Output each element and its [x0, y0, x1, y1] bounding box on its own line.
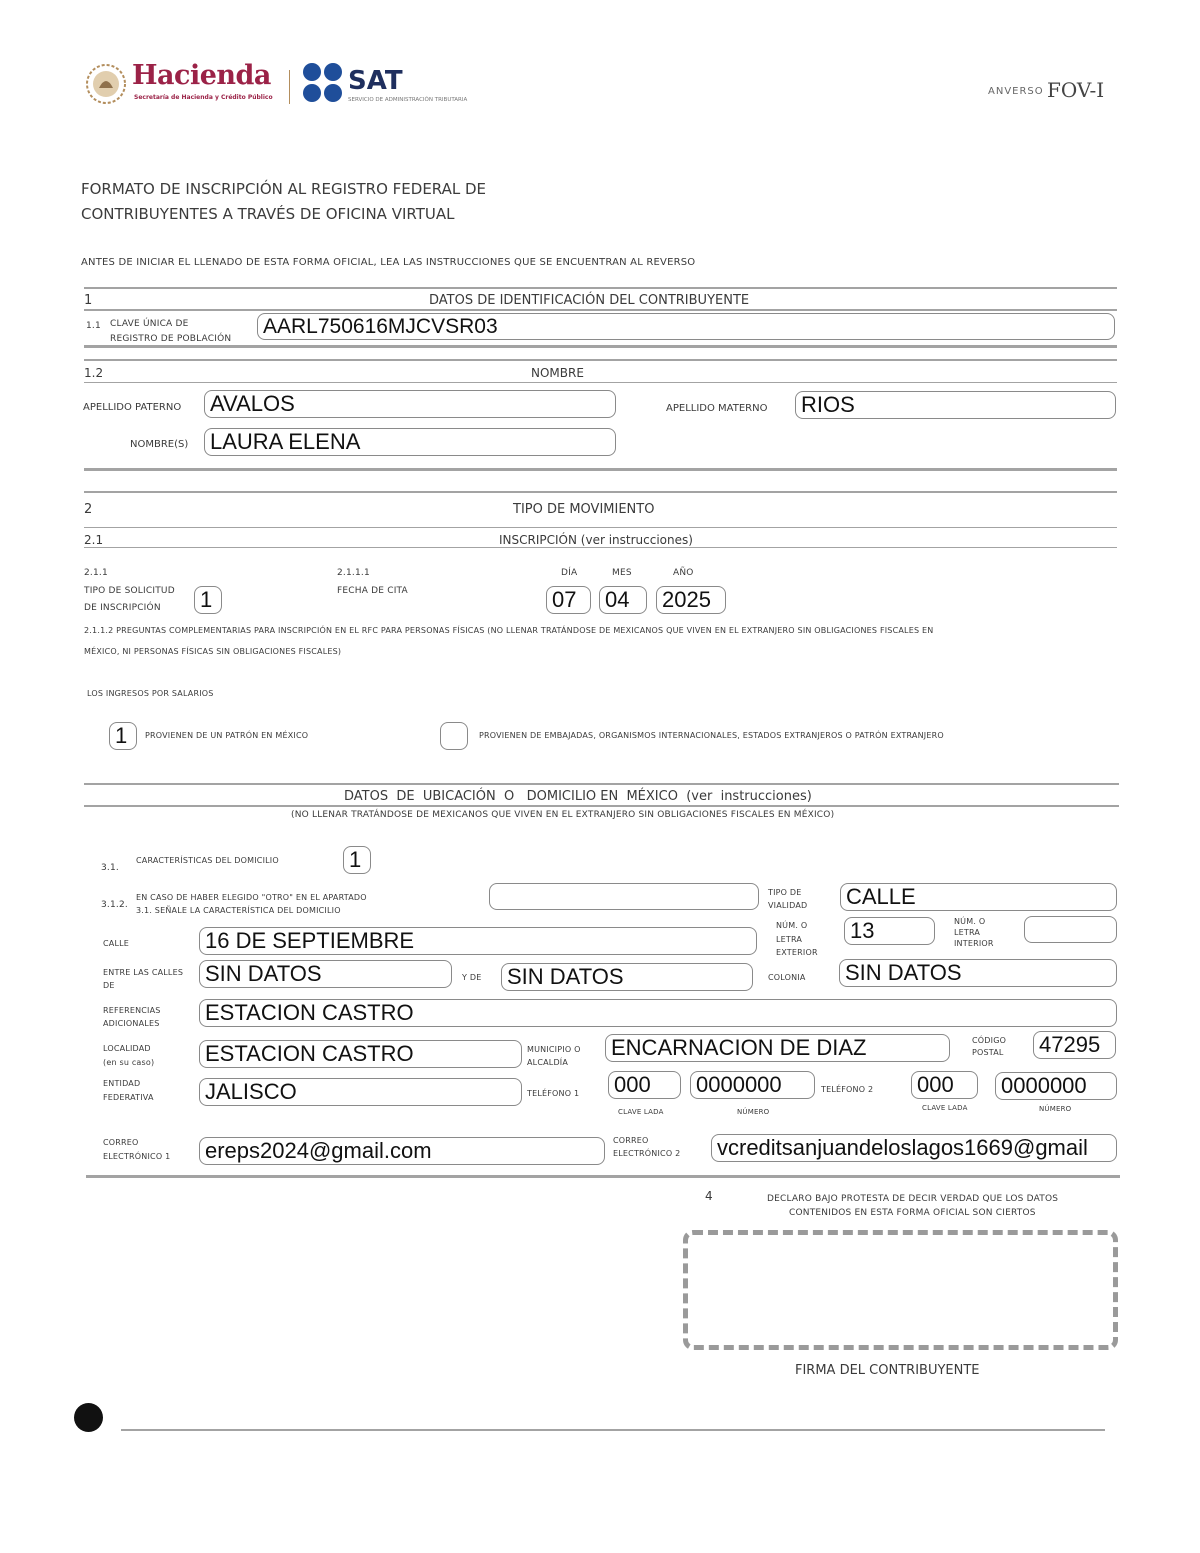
colonia-field[interactable]: SIN DATOS	[839, 959, 1117, 987]
caract-number: 3.1.	[101, 863, 119, 873]
tipo-field[interactable]: 1	[194, 586, 222, 614]
inscripcion-title: INSCRIPCIÓN (ver instrucciones)	[499, 533, 693, 547]
name-title: NOMBRE	[531, 366, 584, 380]
tipo-label-1: TIPO DE SOLICITUD	[84, 586, 175, 596]
num-int-field[interactable]	[1024, 916, 1117, 943]
signature-box[interactable]	[683, 1230, 1118, 1350]
sat-dots-icon	[302, 62, 344, 104]
colonia-label: COLONIA	[768, 973, 806, 982]
municipio-field[interactable]: ENCARNACION DE DIAZ	[605, 1034, 950, 1062]
logo-divider	[289, 70, 290, 104]
ingresos-label: LOS INGRESOS POR SALARIOS	[87, 689, 214, 698]
tel2-clave-field[interactable]: 000	[911, 1071, 978, 1099]
anio-field[interactable]: 2025	[656, 586, 726, 614]
materno-field[interactable]: RIOS	[795, 391, 1116, 419]
rule	[84, 468, 1117, 471]
declaro-line2: CONTENIDOS EN ESTA FORMA OFICIAL SON CIERTOS	[789, 1208, 1036, 1218]
rule	[84, 287, 1117, 289]
entidad-label-1: ENTIDAD	[103, 1079, 141, 1088]
section3-subtitle: (NO LLENAR TRATÁNDOSE DE MEXICANOS QUE VIVEN EN EL EXTRANJERO SIN OBLIGACIONES FISCALES EN MÉXICO)	[291, 810, 835, 820]
footer-rule	[121, 1429, 1105, 1431]
entre-calle-field[interactable]: SIN DATOS	[199, 960, 452, 988]
form-code: FOV-I	[1047, 78, 1105, 102]
fecha-label: FECHA DE CITA	[337, 586, 408, 596]
rule	[84, 309, 1117, 311]
paterno-label: APELLIDO PATERNO	[83, 402, 182, 413]
section1-number: 1	[84, 293, 93, 308]
caract-field[interactable]: 1	[343, 846, 371, 874]
cp-field[interactable]: 47295	[1033, 1031, 1116, 1059]
vialidad-label-2: VIALIDAD	[768, 901, 808, 910]
rule	[84, 805, 1119, 807]
tel1-clave-label: CLAVE LADA	[618, 1108, 664, 1116]
entre-label-1: ENTRE LAS CALLES	[103, 968, 184, 977]
tel2-label: TELÉFONO 2	[821, 1085, 874, 1094]
correo2-label-2: ELECTRÓNICO 2	[613, 1149, 681, 1158]
vialidad-label-1: TIPO DE	[768, 888, 802, 897]
ingresos-extranjero-label: PROVIENEN DE EMBAJADAS, ORGANISMOS INTERNACIONALES, ESTADOS EXTRANJEROS O PATRÓN EXTRANJERO	[479, 731, 944, 740]
dia-field[interactable]: 07	[546, 586, 591, 614]
hacienda-logo	[84, 60, 274, 108]
tel2-numero-label: NÚMERO	[1039, 1105, 1072, 1113]
preguntas-line2: MÉXICO, NI PERSONAS FÍSICAS SIN OBLIGACIONES FISCALES)	[84, 647, 342, 656]
nombres-label: NOMBRE(S)	[130, 439, 189, 450]
ref-label-2: ADICIONALES	[103, 1019, 160, 1028]
paterno-field[interactable]: AVALOS	[204, 390, 616, 418]
mes-field[interactable]: 04	[599, 586, 647, 614]
name-number: 1.2	[84, 366, 104, 380]
num-ext-label-1: NÚM. O	[776, 921, 808, 930]
nombres-field[interactable]: LAURA ELENA	[204, 428, 616, 456]
entidad-field[interactable]: JALISCO	[199, 1078, 522, 1106]
correo2-label-1: CORREO	[613, 1136, 649, 1145]
form-title-line2: CONTRIBUYENTES A TRAVÉS DE OFICINA VIRTUAL	[81, 205, 455, 223]
section2-number: 2	[84, 502, 93, 517]
otro-field[interactable]	[489, 883, 759, 910]
num-ext-label-2: LETRA	[776, 935, 803, 944]
rule	[86, 1175, 1120, 1178]
mes-label: MES	[612, 568, 632, 578]
anio-label: AÑO	[673, 568, 694, 578]
num-int-label-2: LETRA	[954, 928, 981, 937]
declaro-line1: DECLARO BAJO PROTESTA DE DECIR VERDAD QUE LOS DATOS	[767, 1194, 1059, 1204]
firma-label: FIRMA DEL CONTRIBUYENTE	[795, 1363, 980, 1378]
tel2-numero-field[interactable]: 0000000	[995, 1072, 1117, 1100]
num-int-label-1: NÚM. O	[954, 917, 986, 926]
hacienda-wordmark: Hacienda	[132, 60, 271, 91]
curp-label-2: REGISTRO DE POBLACIÓN	[110, 334, 232, 344]
calle-field[interactable]: 16 DE SEPTIEMBRE	[199, 927, 757, 955]
tipo-number: 2.1.1	[84, 568, 108, 578]
sat-subtitle: SERVICIO DE ADMINISTRACIÓN TRIBUTARIA	[348, 97, 468, 103]
correo1-label-2: ELECTRÓNICO 1	[103, 1152, 171, 1161]
tel1-numero-field[interactable]: 0000000	[690, 1071, 815, 1099]
curp-field[interactable]: AARL750616MJCVSR03	[257, 313, 1115, 340]
side-label: ANVERSO	[988, 86, 1044, 97]
otro-number: 3.1.2.	[101, 900, 128, 910]
ingresos-extranjero-checkbox[interactable]	[440, 722, 468, 750]
num-int-label-3: INTERIOR	[954, 939, 994, 948]
num-ext-label-3: EXTERIOR	[776, 948, 818, 957]
correo1-field[interactable]: ereps2024@gmail.com	[199, 1137, 605, 1165]
localidad-field[interactable]: ESTACION CASTRO	[199, 1040, 522, 1068]
tipo-label-2: DE INSCRIPCIÓN	[84, 603, 161, 613]
rule	[84, 491, 1117, 493]
entidad-label-2: FEDERATIVA	[103, 1093, 154, 1102]
rule	[84, 783, 1119, 785]
calle-label: CALLE	[103, 939, 130, 948]
sat-logo	[302, 62, 502, 106]
materno-label: APELLIDO MATERNO	[666, 403, 768, 414]
dia-label: DÍA	[561, 568, 578, 578]
curp-number: 1.1	[86, 321, 101, 331]
tel2-clave-label: CLAVE LADA	[922, 1104, 968, 1112]
tel1-numero-label: NÚMERO	[737, 1108, 770, 1116]
num-ext-field[interactable]: 13	[844, 917, 935, 945]
otro-label-1: EN CASO DE HABER ELEGIDO "OTRO" EN EL APARTADO	[136, 893, 367, 902]
coat-of-arms-icon	[84, 62, 128, 106]
curp-label-1: CLAVE ÚNICA DE	[110, 319, 189, 329]
vialidad-field[interactable]: CALLE	[840, 883, 1117, 911]
rule	[84, 382, 1117, 383]
yde-calle-field[interactable]: SIN DATOS	[501, 963, 753, 991]
section4-number: 4	[705, 1189, 713, 1203]
yde-label: Y DE	[462, 973, 482, 982]
entre-label-2: DE	[103, 981, 115, 990]
preguntas-line1: 2.1.1.2 PREGUNTAS COMPLEMENTARIAS PARA INSCRIPCIÓN EN EL RFC PARA PERSONAS FÍSICAS (NO LLENAR TRATÁNDOSE DE MEXICANOS QUE VIVEN EN EL EXTRANJERO SIN OBLIGACIONES FISCALES EN	[84, 626, 934, 635]
municipio-label-1: MUNICIPIO O	[527, 1045, 581, 1054]
referencias-field[interactable]: ESTACION CASTRO	[199, 999, 1117, 1027]
hacienda-subtitle: Secretaría de Hacienda y Crédito Público	[134, 94, 273, 101]
rule	[84, 547, 1117, 548]
localidad-label-2: (en su caso)	[103, 1058, 155, 1067]
rule	[84, 359, 1117, 361]
ingresos-mexico-checkbox[interactable]: 1	[109, 722, 137, 750]
section2-title: TIPO DE MOVIMIENTO	[513, 502, 655, 517]
correo2-field[interactable]: vcreditsanjuandeloslagos1669@gmail	[711, 1134, 1117, 1162]
cp-label-2: POSTAL	[972, 1048, 1004, 1057]
registration-mark	[74, 1403, 103, 1432]
otro-label-2: 3.1. SEÑALE LA CARACTERÍSTICA DEL DOMICILIO	[136, 906, 341, 915]
fecha-number: 2.1.1.1	[337, 568, 370, 578]
rule	[84, 527, 1117, 528]
municipio-label-2: ALCALDÍA	[527, 1058, 569, 1067]
rule	[84, 345, 1117, 348]
caract-label: CARACTERÍSTICAS DEL DOMICILIO	[136, 856, 279, 865]
instructions-notice: ANTES DE INICIAR EL LLENADO DE ESTA FORMA OFICIAL, LEA LAS INSTRUCCIONES QUE SE ENCUENTRAN AL REVERSO	[81, 257, 696, 268]
section1-title: DATOS DE IDENTIFICACIÓN DEL CONTRIBUYENTE	[429, 293, 750, 308]
ingresos-mexico-label: PROVIENEN DE UN PATRÓN EN MÉXICO	[145, 731, 309, 740]
ref-label-1: REFERENCIAS	[103, 1006, 161, 1015]
tel1-label: TELÉFONO 1	[527, 1089, 580, 1098]
tel1-clave-field[interactable]: 000	[608, 1071, 681, 1099]
sat-wordmark: SAT	[348, 66, 403, 96]
correo1-label-1: CORREO	[103, 1138, 139, 1147]
cp-label-1: CÓDIGO	[972, 1036, 1007, 1045]
section3-title: DATOS DE UBICACIÓN O DOMICILIO EN MÉXICO (ver instrucciones)	[344, 789, 812, 804]
localidad-label-1: LOCALIDAD	[103, 1044, 151, 1053]
form-title-line1: FORMATO DE INSCRIPCIÓN AL REGISTRO FEDERAL DE	[81, 180, 487, 198]
inscripcion-number: 2.1	[84, 533, 104, 547]
